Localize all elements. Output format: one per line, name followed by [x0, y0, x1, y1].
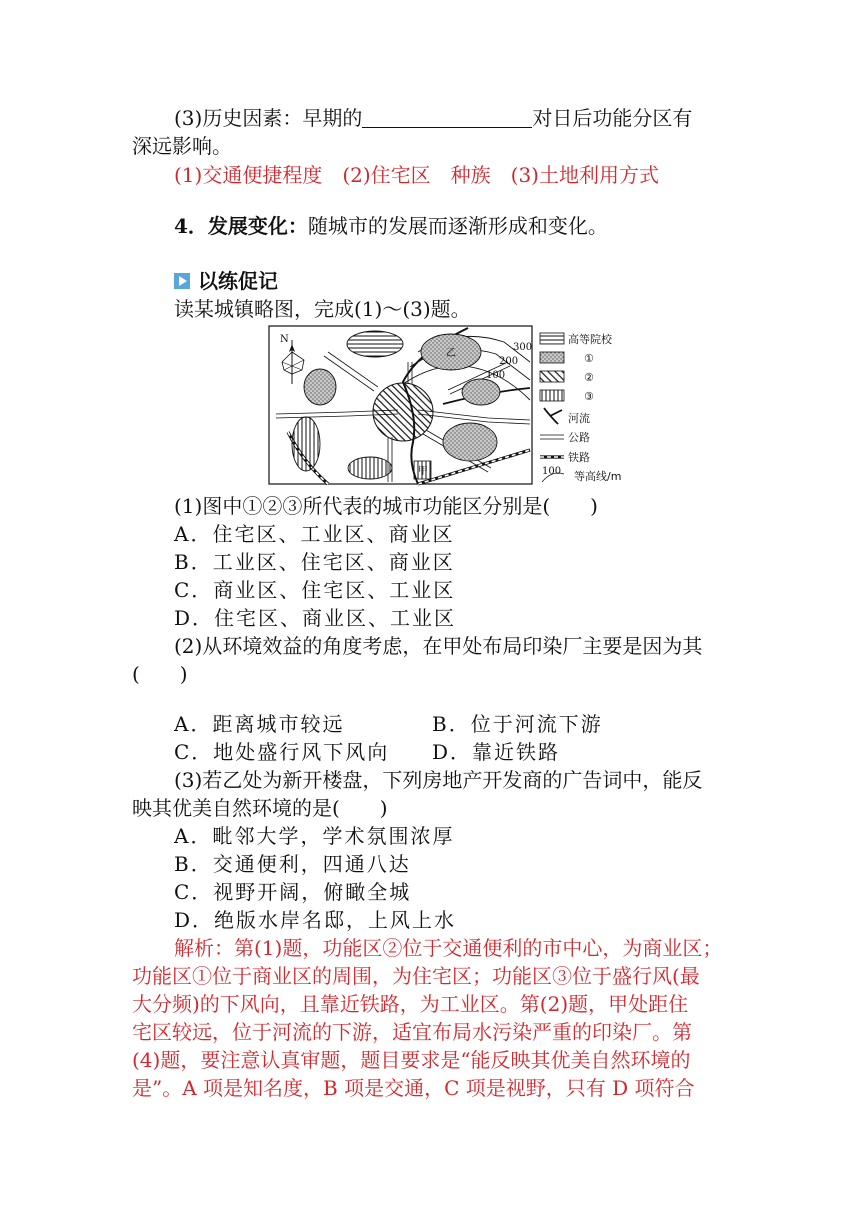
intro: 读某城镇略图，完成(1)～(3)题。: [174, 297, 471, 321]
legend-contour-value: 100: [542, 466, 562, 477]
q1-option-d[interactable]: D．住宅区、商业区、工业区: [174, 606, 457, 630]
legend-rail: 铁路: [568, 451, 590, 464]
legend-swatch-3: [540, 390, 564, 401]
legend-2: ②: [584, 371, 594, 384]
item-4: [174, 212, 608, 240]
legend-1: ①: [584, 352, 594, 365]
practice-heading-text: 以练促记: [198, 269, 278, 293]
q3-factor-line: [174, 104, 692, 132]
legend-river: 河流: [568, 412, 590, 425]
analysis-line-2: 功能区①位于商业区的周围，为住宅区；功能区③位于盛行风(最: [132, 964, 700, 988]
play-triangle-icon: [174, 273, 190, 289]
practice-heading: [174, 267, 278, 295]
town-sketch-map: [268, 322, 628, 488]
answer-line: (1)交通便捷程度 (2)住宅区 种族 (3)土地利用方式: [174, 163, 659, 187]
q1-option-c[interactable]: C．商业区、住宅区、工业区: [174, 578, 456, 602]
q2-option-c[interactable]: C．地处盛行风下风向: [174, 740, 390, 764]
contour-300-label: 300: [513, 342, 533, 353]
river-symbol: [544, 408, 562, 424]
analysis-line-3: 大分频)的下风向，且靠近铁路，为工业区。第(2)题，甲处距住: [132, 992, 689, 1016]
analysis-line-1: [174, 934, 722, 962]
q3-stem-line2: 映其优美自然环境的是( ): [132, 796, 388, 820]
q3-stem: (3)若乙处为新开楼盘，下列房地产开发商的广告词中，能反: [174, 768, 703, 792]
analysis-label: 解析：: [174, 936, 234, 960]
q2-option-b[interactable]: B．位于河流下游: [432, 712, 603, 736]
q2-option-a[interactable]: A．距离城市较远: [174, 712, 345, 736]
legend-swatch-1: [540, 352, 564, 363]
q1-option-b[interactable]: B．工业区、住宅区、商业区: [174, 550, 455, 574]
analysis-line-5: (4)题，要注意认真审题，题目要求是“能反映其优美自然环境的: [132, 1048, 691, 1072]
analysis-line-4: 宅区较远，位于河流的下游，适宜布局水污染严重的印染厂。第: [132, 1020, 692, 1044]
q1-stem: (1)图中①②③所代表的城市功能区分别是( ): [174, 494, 598, 518]
fill-blank[interactable]: [362, 107, 532, 128]
q3-factor-suffix: 对日后功能分区有: [532, 106, 693, 130]
q2-stem-paren: ( ): [132, 662, 188, 686]
q1-option-a[interactable]: A．住宅区、工业区、商业区: [174, 522, 455, 546]
q3-option-b[interactable]: B．交通便利，四通八达: [174, 852, 411, 876]
legend-swatch-2: [540, 371, 564, 382]
q3-option-c[interactable]: C．视野开阔，俯瞰全城: [174, 880, 412, 904]
item-4-text: 随城市的发展而逐渐形成和变化。: [307, 214, 608, 238]
contour-100-label: 100: [486, 370, 506, 381]
legend-contour: 等高线/m: [574, 470, 622, 483]
jia-label: 甲: [418, 466, 428, 477]
legend-college: 高等院校: [568, 333, 612, 346]
q3-factor-prefix: (3)历史因素：早期的: [174, 106, 363, 130]
analysis-text-1: 第(1)题，功能区②位于交通便利的市中心，为商业区；: [234, 936, 723, 960]
q3-option-d[interactable]: D．绝版水岸名邸，上风上水: [174, 908, 457, 932]
analysis-line-6: 是”。A 项是知名度，B 项是交通，C 项是视野，只有 D 项符合: [132, 1076, 695, 1100]
contour-200-label: 200: [499, 356, 519, 367]
map-legend: [540, 332, 621, 483]
q2-option-d[interactable]: D．靠近铁路: [432, 740, 561, 764]
legend-3: ③: [584, 390, 594, 403]
q2-stem: (2)从环境效益的角度考虑，在甲处布局印染厂主要是因为其: [174, 634, 703, 658]
legend-road: 公路: [568, 431, 590, 444]
yi-label: 乙: [446, 348, 456, 359]
legend-swatch-college: [540, 333, 564, 344]
q3-option-a[interactable]: A．毗邻大学，学术氛围浓厚: [174, 824, 455, 848]
item-4-label: 4．发展变化：: [174, 214, 308, 238]
north-label: N: [280, 334, 289, 345]
q3-factor-line2: 深远影响。: [132, 134, 232, 158]
